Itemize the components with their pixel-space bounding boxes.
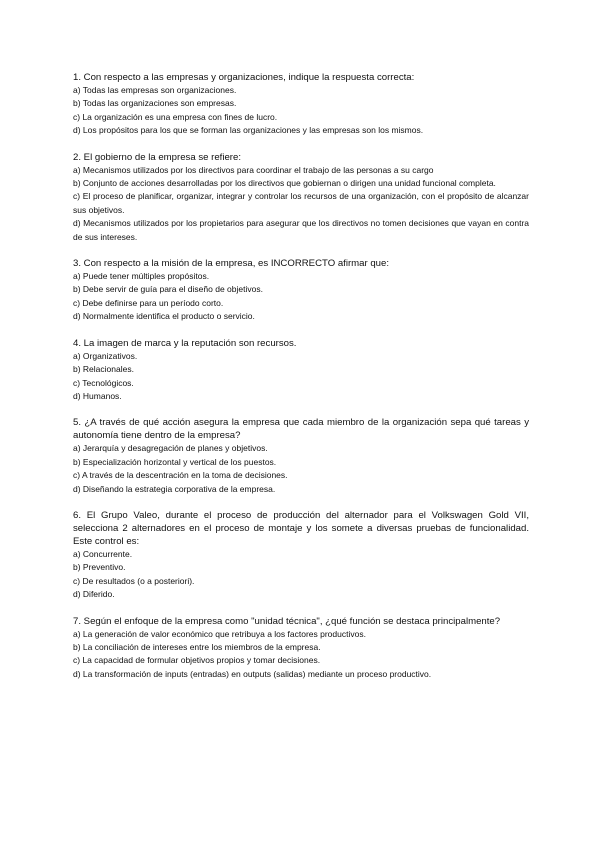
option-b: b) Conjunto de acciones desarrolladas por los directivos que gobiernan o dirigen una unidad funcional completa. (73, 178, 496, 189)
question-4 (73, 337, 529, 404)
option-a: a) Organizativos. (73, 350, 138, 361)
option-list (73, 442, 529, 496)
option-list (73, 548, 529, 602)
question-text: 1. Con respecto a las empresas y organizaciones, indique la respuesta correcta: (73, 72, 415, 83)
option-b: b) Debe servir de guía para el diseño de objetivos. (73, 284, 263, 295)
option-d: d) Diseñando la estrategia corporativa de la empresa. (73, 483, 276, 494)
option-list (73, 164, 529, 244)
question-5 (73, 416, 529, 496)
option-a: a) Jerarquía y desagregación de planes y objetivos. (73, 443, 268, 454)
question-text: 3. Con respecto a la misión de la empresa, es INCORRECTO afirmar que: (73, 258, 390, 270)
question-text: 7. Según el enfoque de la empresa como "unidad técnica", ¿qué función se destaca principalmente? (73, 615, 501, 627)
option-d: d) La transformación de inputs (entradas) en outputs (salidas) mediante un proceso productivo. (73, 668, 432, 679)
option-a: a) Mecanismos utilizados por los directivos para coordinar el trabajo de las personas a su cargo (73, 164, 434, 175)
option-c: c) Debe definirse para un período corto. (73, 297, 224, 308)
option-c: c) La capacidad de formular objetivos propios y tomar decisiones. (73, 655, 321, 666)
option-d: d) Normalmente identifica el producto o servicio. (73, 311, 255, 322)
question-text: 4. La imagen de marca y la reputación son recursos. (73, 337, 297, 349)
option-list (73, 84, 529, 138)
question-3 (73, 257, 529, 324)
option-a: a) Puede tener múltiples propósitos. (73, 271, 210, 282)
question-2 (73, 151, 529, 244)
option-d: d) Los propósitos para los que se forman las organizaciones y las empresas son los mismos. (73, 125, 424, 136)
option-a: a) La generación de valor económico que retribuya a los factores productivos. (73, 628, 366, 639)
exam-page (73, 71, 529, 694)
question-text: 2. El gobierno de la empresa se refiere: (73, 151, 241, 163)
option-c: c) La organización es una empresa con fines de lucro. (73, 111, 278, 122)
question-7 (73, 615, 529, 682)
option-b: b) Especialización horizontal y vertical de los puestos. (73, 456, 277, 467)
option-c: c) Tecnológicos. (73, 377, 134, 388)
question-6 (73, 509, 529, 602)
option-c: c) De resultados (o a posteriori). (73, 575, 195, 586)
question-1 (73, 71, 529, 138)
option-d: d) Diferido. (73, 589, 115, 600)
option-a: a) Concurrente. (73, 548, 133, 559)
question-text: 6. El Grupo Valeo, durante el proceso de producción del alternador para el Volkswagen Gold VII, selecciona 2 alternadores en el proceso de montaje y los somete a diversas pruebas de funcionalidad. Este control es: (73, 509, 529, 547)
option-c: c) El proceso de planificar, organizar, integrar y controlar los recursos de una organización, con el propósito de alcanzar sus objetivos. (73, 191, 529, 215)
option-b: b) La conciliación de intereses entre los miembros de la empresa. (73, 641, 321, 652)
option-d: d) Mecanismos utilizados por los propietarios para asegurar que los directivos no tomen decisiones que vayan en contra de sus intereses. (73, 218, 529, 242)
option-list (73, 270, 529, 324)
option-list (73, 350, 529, 404)
option-d: d) Humanos. (73, 390, 122, 401)
option-list (73, 628, 529, 682)
option-b: b) Todas las organizaciones son empresas. (73, 98, 237, 109)
question-text: 5. ¿A través de qué acción asegura la empresa que cada miembro de la organización sepa qué tareas y autonomía tiene dentro de la empresa? (73, 417, 529, 442)
option-c: c) A través de la descentración en la toma de decisiones. (73, 470, 288, 481)
option-b: b) Preventivo. (73, 562, 126, 573)
option-a: a) Todas las empresas son organizaciones. (73, 85, 237, 95)
option-b: b) Relacionales. (73, 364, 134, 375)
